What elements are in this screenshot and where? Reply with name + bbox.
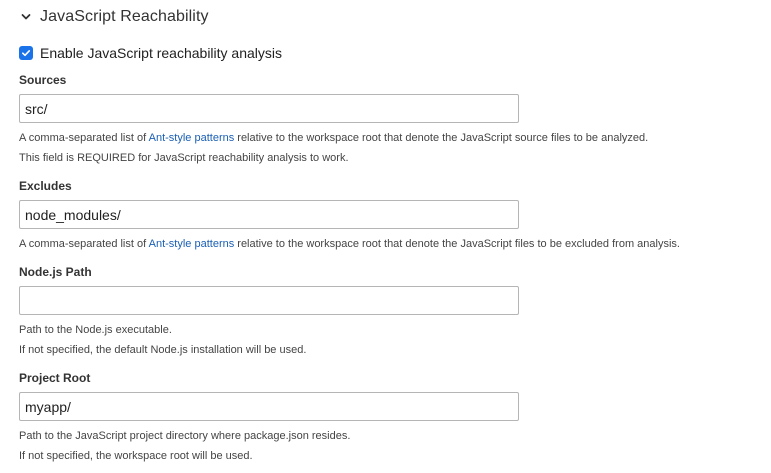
excludes-help-suffix: relative to the workspace root that denote the JavaScript files to be excluded from analysis. <box>234 238 680 250</box>
project-root-label: Project Root <box>19 371 91 385</box>
node-path-help-line2: If not specified, the default Node.js installation will be used. <box>19 344 307 356</box>
excludes-ant-patterns-link[interactable]: Ant-style patterns <box>148 238 235 250</box>
project-root-help-line1: Path to the JavaScript project directory where package.json resides. <box>19 430 351 442</box>
node-path-label: Node.js Path <box>19 265 92 279</box>
sources-input[interactable] <box>19 94 519 123</box>
section-title: JavaScript Reachability <box>40 8 209 25</box>
enable-reachability-label[interactable]: Enable JavaScript reachability analysis <box>40 45 283 61</box>
node-path-help-line1: Path to the Node.js executable. <box>19 324 172 336</box>
chevron-down-icon[interactable] <box>19 10 33 24</box>
sources-help-line1 <box>19 132 648 144</box>
excludes-label: Excludes <box>19 179 72 193</box>
project-root-input[interactable] <box>19 392 519 421</box>
sources-ant-patterns-link[interactable]: Ant-style patterns <box>148 132 235 144</box>
excludes-help-prefix: A comma-separated list of <box>19 238 149 250</box>
project-root-help-line2: If not specified, the workspace root will be used. <box>19 450 253 462</box>
sources-label: Sources <box>19 73 67 87</box>
sources-help-suffix: relative to the workspace root that denote the JavaScript source files to be analyzed. <box>234 132 649 144</box>
check-icon <box>21 48 31 58</box>
sources-help-prefix: A comma-separated list of <box>19 132 149 144</box>
enable-reachability-checkbox-row[interactable] <box>19 44 282 62</box>
enable-reachability-checkbox[interactable] <box>19 46 33 60</box>
section-toggle[interactable] <box>19 5 209 29</box>
excludes-help-line1 <box>19 238 680 250</box>
node-path-input[interactable] <box>19 286 519 315</box>
excludes-input[interactable] <box>19 200 519 229</box>
sources-help-line2: This field is REQUIRED for JavaScript reachability analysis to work. <box>19 152 349 164</box>
